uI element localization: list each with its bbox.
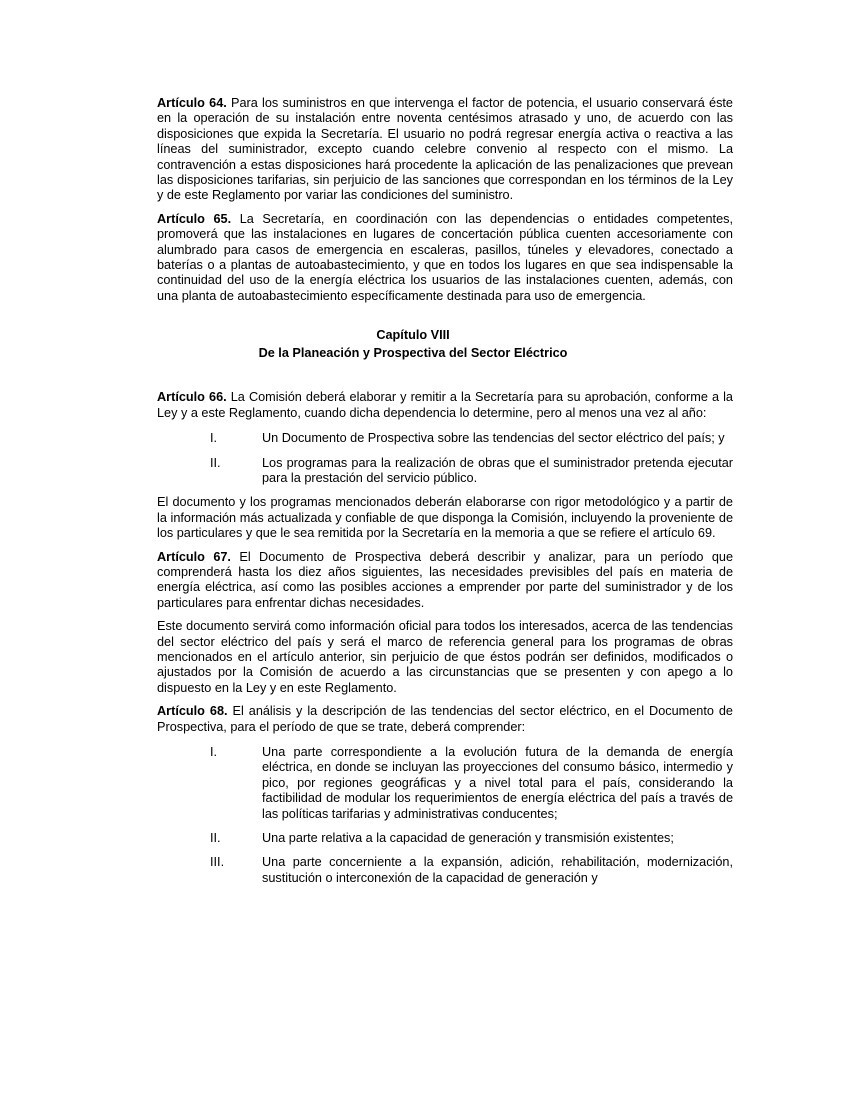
list-item — [210, 855, 733, 886]
article-66-paragraph — [157, 390, 733, 421]
chapter-heading — [125, 326, 701, 362]
article-67-body: El Documento de Prospectiva deberá describir y analizar, para un período que comprenderá hasta los diez años siguientes, las necesidades previsibles del país en materia de energía eléctrica, así como las posibles acciones a emprender por parte del suministrador y de los particulares para enfrentar dichas necesidades. — [157, 549, 734, 610]
list-item-text: Una parte correspondiente a la evolución futura de la demanda de energía eléctrica, en donde se incluyan las proyecciones del consumo básico, intermedio y pico, por regiones geográficas y a nivel total para el país, considerando la factibilidad de modular los requerimientos de energía eléctrica del país a través de las políticas tarifarias y administrativas conducentes; — [262, 745, 733, 821]
list-item-numeral: III. — [210, 855, 225, 870]
article-65-paragraph — [157, 212, 733, 304]
article-66-label: Artículo 66. — [157, 390, 227, 405]
list-item-numeral: II. — [210, 455, 221, 470]
chapter-subtitle: De la Planeación y Prospectiva del Sector Eléctrico — [258, 346, 568, 361]
article-67-paragraph — [157, 550, 733, 612]
article-68-paragraph — [157, 704, 733, 735]
paragraph-after-67: Este documento servirá como información oficial para todos los interesados, acerca de las tendencias del sector eléctrico del país y será el marco de referencia general para los programas de obras mencionados en el artículo anterior, sin perjuicio de que éstos podrán ser definidos, modificados o ajustados por la Comisión de acuerdo a las circunstancias que se presenten y con apego a lo dispuesto en la Ley y en este Reglamento. — [157, 619, 733, 695]
paragraph-after-66: El documento y los programas mencionados deberán elaborarse con rigor metodológico y a partir de la información más actualizada y confiable de que disponga la Comisión, incluyendo la proveniente de los particulares y que le sea remitida por la Secretaría en la memoria a que se refiere el artículo 69. — [157, 495, 733, 541]
article-65-body: La Secretaría, en coordinación con las dependencias o entidades competentes, promoverá que las instalaciones en lugares de concertación pública cuenten accesoriamente con alumbrado para casos de emergencia en escaleras, pasillos, túneles y elevadores, conectado a baterías o a plantas de autoabastecimiento, y que en todos los lugares en que sea indispensable la continuidad del uso de la energía eléctrica los usuarios de las instalaciones cuenten, además, con una planta de autoabastecimiento específicamente destinada para uso de emergencia. — [157, 211, 733, 303]
article-68-body: El análisis y la descripción de las tendencias del sector eléctrico, en el Documento de Prospectiva, para el período de que se trate, deberá comprender: — [157, 704, 733, 734]
list-item-text: Un Documento de Prospectiva sobre las tendencias del sector eléctrico del país; y — [262, 431, 725, 446]
document-content — [157, 96, 733, 895]
article-65-label: Artículo 65. — [157, 211, 232, 226]
article-66-body: La Comisión deberá elaborar y remitir a la Secretaría para su aprobación, conforme a la Ley y a este Reglamento, cuando dicha dependencia lo determine, pero al menos una vez al año: — [157, 390, 733, 420]
article-67-label: Artículo 67. — [157, 549, 231, 564]
article-64-paragraph — [157, 96, 733, 204]
article-64-body: Para los suministros en que intervenga el factor de potencia, el usuario conservará éste en la operación de su instalación entre noventa centésimos atrasado y uno, de acuerdo con las disposiciones que expida la Secretaría. El usuario no podrá regresar energía activa o reactiva a las líneas del suministrador, excepto cuando celebre convenio al respecto con el mismo. La contravención a estas disposiciones hará procedente la aplicación de las penalizaciones que prevean las disposiciones tarifarias, sin perjuicio de las sanciones que correspondan en los términos de la Ley y de este Reglamento por variar las condiciones del suministro. — [157, 96, 733, 203]
list-item-text: Una parte concerniente a la expansión, adición, rehabilitación, modernización, sustitución o interconexión de la capacidad de generación y — [262, 855, 733, 885]
article-68-list — [157, 745, 733, 886]
article-66-list — [157, 431, 733, 486]
list-item-numeral: I. — [210, 431, 218, 446]
list-item — [210, 745, 733, 822]
list-item-numeral: II. — [210, 831, 221, 846]
article-64-label: Artículo 64. — [157, 96, 227, 110]
list-item-numeral: I. — [210, 745, 218, 759]
list-item-text: Los programas para la realización de obras que el suministrador pretenda ejecutar para la prestación del servicio público. — [262, 455, 733, 485]
article-68-label: Artículo 68. — [157, 704, 228, 719]
list-item — [210, 831, 733, 846]
list-item — [210, 431, 733, 446]
list-item-text: Una parte relativa a la capacidad de generación y transmisión existentes; — [262, 831, 674, 846]
list-item — [210, 456, 733, 487]
chapter-title: Capítulo VIII — [376, 328, 450, 343]
